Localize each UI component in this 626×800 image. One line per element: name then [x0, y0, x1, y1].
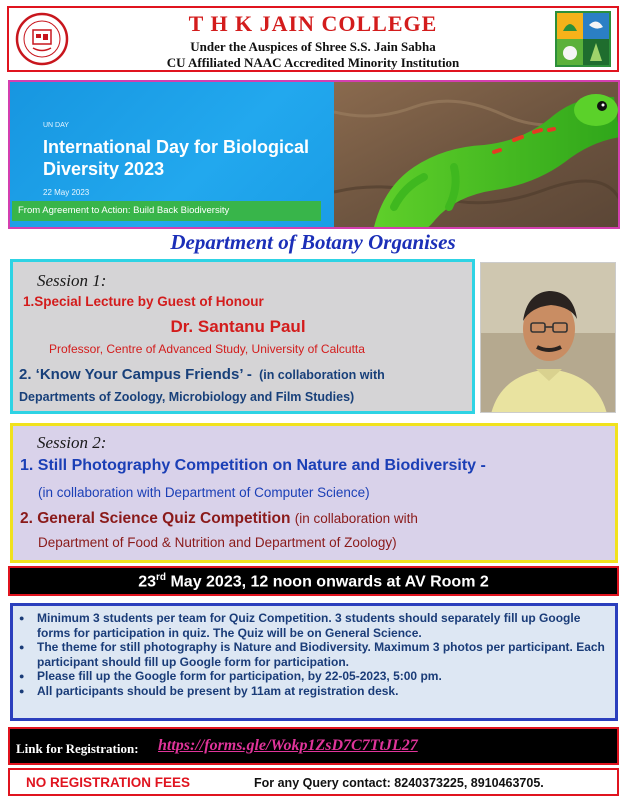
note-item: ● Minimum 3 students per team for Quiz Competition. 3 students should separately fill up Google forms for participation in quiz. The Quiz will be on General Science. [37, 611, 605, 640]
department-heading: Department of Botany Organises [170, 230, 456, 254]
college-affiliation-line2: CU Affiliated NAAC Accredited Minority Institution [166, 55, 460, 70]
session1-item2-depts: Departments of Zoology, Microbiology and Film Studies) [19, 390, 355, 404]
schedule-day: 23 [138, 573, 157, 591]
participation-notes [10, 603, 618, 721]
note-item: ● The theme for still photography is Nature and Biodiversity. Maximum 3 photos per participant. Each participant should fill up Google form for participation. [37, 640, 605, 669]
note-item: ● All participants should be present by 11am at registration desk. [37, 684, 605, 699]
footer [8, 768, 619, 796]
session1-item2-title: 2. ‘Know Your Campus Friends’ - [19, 366, 252, 383]
gecko-photo [334, 82, 620, 227]
session1-item2-collab: (in collaboration with [259, 368, 385, 382]
schedule-day-suffix: rd [156, 572, 167, 583]
schedule-details: May 2023, 12 noon onwards at AV Room 2 [166, 573, 489, 591]
event-schedule [8, 566, 619, 596]
banner-kicker: UN DAY [43, 122, 69, 129]
registration-link[interactable]: https://forms.gle/Wokp1ZsD7C7TtJL27 [158, 737, 418, 754]
session1-item2 [19, 364, 469, 408]
event-banner [8, 80, 620, 229]
speaker-portrait-icon [481, 263, 616, 413]
college-name: T H K JAIN COLLEGE [188, 11, 438, 36]
speaker-photo [480, 262, 616, 413]
note-item: ● Please fill up the Google form for participation, by 22-05-2023, 5:00 pm. [37, 669, 605, 684]
registration-bar [8, 727, 619, 765]
session2-item1-collab: (in collaboration with Department of Computer Science) [38, 485, 370, 500]
college-affiliation-line1: Under the Auspices of Shree S.S. Jain Sabha [190, 39, 436, 54]
session1-item1: 1.Special Lecture by Guest of Honour [23, 294, 264, 309]
session2-item1: 1. Still Photography Competition on Nature and Biodiversity - [20, 457, 486, 474]
session2-title: Session 2: [37, 433, 107, 452]
session1-panel [10, 259, 475, 414]
session1-title: Session 1: [37, 271, 107, 290]
session2-item2-title: 2. General Science Quiz Competition [20, 510, 291, 527]
session2-panel [10, 423, 618, 563]
registration-label: Link for Registration: [16, 741, 139, 756]
speaker-designation: Professor, Centre of Advanced Study, University of Calcutta [49, 342, 365, 356]
session2-item2-depts: Department of Food & Nutrition and Department of Zoology) [38, 535, 397, 550]
college-header [7, 6, 619, 72]
banner-text-panel [10, 82, 334, 227]
session2-item2 [20, 510, 418, 528]
speaker-name: Dr. Santanu Paul [170, 317, 306, 336]
banner-date: 22 May 2023 [43, 188, 90, 197]
session2-item2-collab: (in collaboration with [294, 511, 418, 526]
contact-info: For any Query contact: 8240373225, 8910463705. [254, 776, 544, 790]
banner-tagline: From Agreement to Action: Build Back Biodiversity [12, 201, 321, 221]
banner-title: International Day for Biological Diversity 2023 [43, 137, 310, 179]
fee-note: NO REGISTRATION FEES [26, 775, 191, 790]
biodiversity-logo-icon [555, 11, 611, 67]
